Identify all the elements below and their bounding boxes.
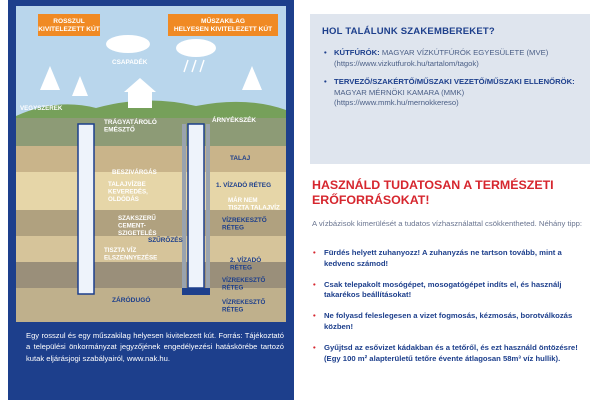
experts-title: HOL TALÁLUNK SZAKEMBEREKET? [322, 26, 495, 37]
section-headline: HASZNÁLD TUDATOSAN A TERMÉSZETI ERŐFORRÁSOKAT! [312, 178, 554, 207]
tip-item: • Gyűjtsd az esővizet kádakban és a tetőről, és ezt használd öntözésre! (Egy 100 m² alapterületű tetőre évente átlagosan 58m³ víz hullik). [312, 343, 594, 365]
aquifer2-label: 2. VÍZADÓ RÉTEG [230, 257, 262, 272]
experts-item-title: KÚTFÚRÓK: [334, 48, 380, 57]
bad-well-label: ROSSZUL KIVITELEZETT KÚT [38, 18, 100, 33]
content-panel [300, 0, 600, 400]
diagram-panel [8, 0, 294, 400]
filter-label: SZŰRŐZÉS [148, 237, 183, 244]
aquitard3-label: VÍZREKESZTŐ RÉTEG [222, 299, 266, 314]
experts-list [324, 48, 580, 117]
experts-item [324, 48, 580, 69]
aquitard2-label: VÍZREKESZTŐ RÉTEG [222, 277, 266, 292]
aquifer1-label: 1. VÍZADÓ RÉTEG [216, 182, 272, 189]
good-well-label: MŰSZAKILAG HELYESEN KIVITELEZETT KÚT [173, 18, 273, 33]
figure-caption: Egy rosszul és egy műszakilag helyesen kivitelezett kút. Forrás: Tájékoztató a települési önkormányzat jegyzőjének engedélyezési hatáskörébe tartozó kutak eljárásjogi szabályairól, www.nak.hu. [26, 331, 284, 363]
tips-list [312, 248, 594, 374]
clouds-label: CSAPADÉK [112, 59, 148, 66]
leaching-label: BESZIVÁRGÁS [112, 169, 157, 176]
experts-item-text[interactable]: MAGYAR VÍZKÚTFÚRÓK EGYESÜLETE (MVE) (https://www.vizkutfurok.hu/tartalom/tagok) [334, 48, 549, 68]
tip-item: • Ne folyasd feleslegesen a vizet fogmosás, kézmosás, borotválkozás közben! [312, 311, 594, 333]
section-intro: A vízbázisok kimerülését a tudatos vízhasználattal csökkentheted. Néhány tipp: [312, 219, 583, 228]
no-longer-clean-label: MÁR NEM TISZTA TALAJVÍZ [228, 197, 280, 212]
slurry-pit-label: TRÁGYATÁROLÓ EMÉSZTŐ [104, 119, 157, 134]
cement-label: SZAKSZERŰ CEMENT-SZIGETELÉS [118, 215, 157, 237]
chemicals-label: VEGYSZEREK [20, 105, 63, 112]
soil-label: TALAJ [230, 155, 251, 162]
aquitard1-label: VÍZREKESZTŐ RÉTEG [222, 217, 267, 232]
experts-item-text[interactable]: MAGYAR MÉRNÖKI KAMARA (MMK) (https://www.mmk.hu/mernokkereso) [334, 87, 465, 108]
well-diagram [16, 6, 286, 322]
experts-item [324, 77, 580, 109]
experts-item-title: TERVEZŐ/SZAKÉRTŐ/MŰSZAKI VEZETŐ/MŰSZAKI ELLENŐRÖK: [334, 77, 575, 87]
experts-box [310, 14, 590, 164]
tip-item: • Fürdés helyett zuhanyozz! A zuhanyzás ne tartson tovább, mint a kedvenc számod! [312, 248, 594, 270]
plug-label: ZÁRÓDUGÓ [112, 297, 151, 304]
shaft-label: ÁRNYÉKSZÉK [212, 117, 257, 124]
tip-item: • Csak telepakolt mosógépet, mosogatógépet indíts el, és használj takarékos beállításokat! [312, 280, 594, 302]
clean-groundwater-label: TISZTA VÍZ ELSZENNYEZÉSE [104, 247, 158, 262]
mixing-label: TALAJVÍZBE KEVEREDÉS, OLDÓDÁS [108, 181, 148, 203]
